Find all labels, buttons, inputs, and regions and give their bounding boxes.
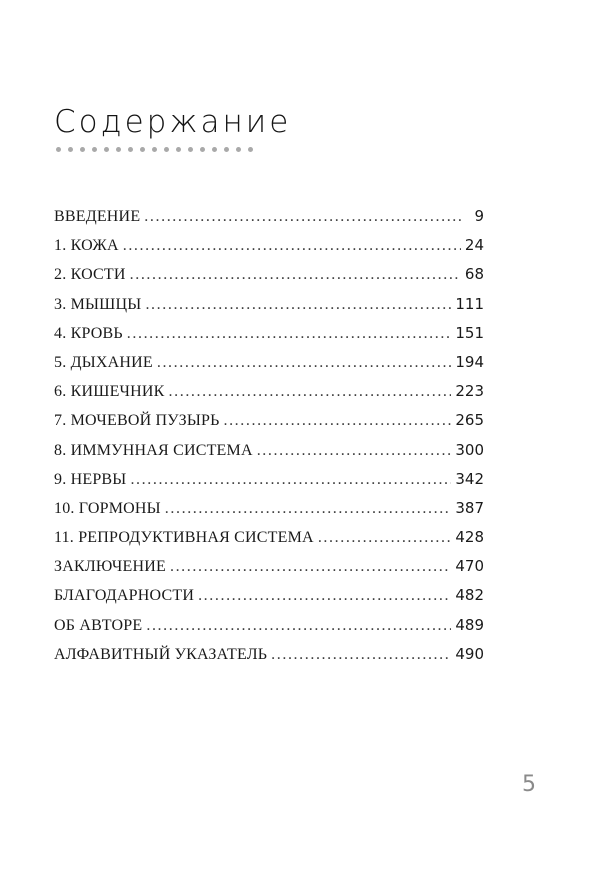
toc-entry-page: 470 (455, 557, 484, 576)
toc-entry-page: 342 (455, 469, 484, 488)
toc-entry-page: 111 (455, 294, 484, 313)
divider-dot (176, 147, 181, 152)
toc-entry-title: БЛАГОДАРНОСТИ (54, 587, 195, 605)
dot-leader (130, 260, 461, 289)
toc-entry-title: ЗАКЛЮЧЕНИЕ (54, 558, 166, 576)
toc-entry[interactable] (54, 260, 484, 289)
toc-entry-title: ВВЕДЕНИЕ (54, 208, 141, 225)
divider-dot (152, 147, 157, 152)
divider-dot (164, 147, 169, 152)
toc-entry[interactable] (54, 465, 484, 494)
dot-leader (170, 552, 451, 581)
toc-entry-page: 490 (455, 644, 484, 663)
dot-leader (144, 202, 462, 231)
toc-entry-title: 8. ИММУННАЯ СИСТЕМА (54, 441, 253, 459)
toc-entry-page: 151 (455, 323, 484, 342)
toc-entry[interactable] (54, 377, 484, 406)
dot-leader (257, 436, 452, 465)
dot-leader (130, 465, 451, 494)
divider-dot (188, 147, 193, 152)
dot-leader (198, 581, 451, 610)
divider-dot (140, 147, 145, 152)
toc-entry-page: 68 (464, 265, 484, 284)
dot-leader (157, 348, 452, 377)
divider-dot (212, 147, 217, 152)
toc-entry-title: 2. КОСТИ (54, 266, 126, 284)
toc-entry-page: 223 (455, 382, 484, 401)
toc-entry[interactable] (54, 552, 484, 581)
divider-dot (92, 147, 97, 152)
dot-leader (145, 290, 451, 319)
toc-entry-page: 428 (455, 528, 484, 547)
toc-entry-page: 24 (464, 236, 484, 255)
toc-entry-title: 6. КИШЕЧНИК (54, 383, 165, 401)
toc-entry-page: 387 (455, 498, 484, 517)
dot-leader (127, 319, 452, 348)
dot-leader (146, 611, 451, 640)
toc-entry[interactable] (54, 494, 484, 523)
divider-dot (56, 147, 61, 152)
toc-entry[interactable] (54, 523, 484, 552)
divider-dot (104, 147, 109, 152)
dot-leader (169, 377, 452, 406)
toc-entry[interactable] (54, 348, 484, 377)
table-of-contents (54, 202, 484, 669)
divider-dot (200, 147, 205, 152)
dot-leader (165, 494, 452, 523)
toc-entry-title: ОБ АВТОРЕ (54, 616, 143, 634)
toc-entry-page: 9 (474, 207, 484, 225)
dotted-divider (56, 147, 253, 152)
dot-leader (318, 523, 452, 552)
toc-entry-title: 4. КРОВЬ (54, 324, 123, 342)
divider-dot (68, 147, 73, 152)
toc-entry-page: 489 (455, 615, 484, 634)
divider-dot (128, 147, 133, 152)
toc-entry-title: 1. КОЖА (54, 237, 119, 255)
toc-entry-title: 3. МЫШЦЫ (54, 295, 142, 313)
toc-entry-title: 10. ГОРМОНЫ (54, 499, 161, 517)
divider-dot (236, 147, 241, 152)
toc-entry-title: 5. ДЫХАНИЕ (54, 353, 153, 371)
dot-leader (123, 231, 461, 260)
contents-heading: Содержание (54, 104, 292, 140)
dot-leader (271, 640, 451, 669)
toc-entry-title: 11. РЕПРОДУКТИВНАЯ СИСТЕМА (54, 529, 314, 547)
toc-entry[interactable] (54, 290, 484, 319)
page-number: 5 (522, 772, 536, 797)
toc-entry[interactable] (54, 319, 484, 348)
toc-entry-page: 482 (455, 586, 484, 605)
toc-entry[interactable] (54, 202, 484, 231)
toc-entry-page: 265 (455, 411, 484, 430)
toc-entry[interactable] (54, 581, 484, 610)
toc-entry[interactable] (54, 231, 484, 260)
toc-entry[interactable] (54, 436, 484, 465)
toc-entry-page: 300 (455, 440, 484, 459)
toc-entry-title: АЛФАВИТНЫЙ УКАЗАТЕЛЬ (54, 645, 268, 663)
toc-entry-title: 7. МОЧЕВОЙ ПУЗЫРЬ (54, 412, 220, 430)
dot-leader (223, 406, 451, 435)
divider-dot (116, 147, 121, 152)
toc-entry[interactable] (54, 611, 484, 640)
toc-entry-page: 194 (455, 352, 484, 371)
divider-dot (224, 147, 229, 152)
toc-entry[interactable] (54, 406, 484, 435)
divider-dot (248, 147, 253, 152)
toc-entry[interactable] (54, 640, 484, 669)
divider-dot (80, 147, 85, 152)
toc-entry-title: 9. НЕРВЫ (54, 470, 127, 488)
